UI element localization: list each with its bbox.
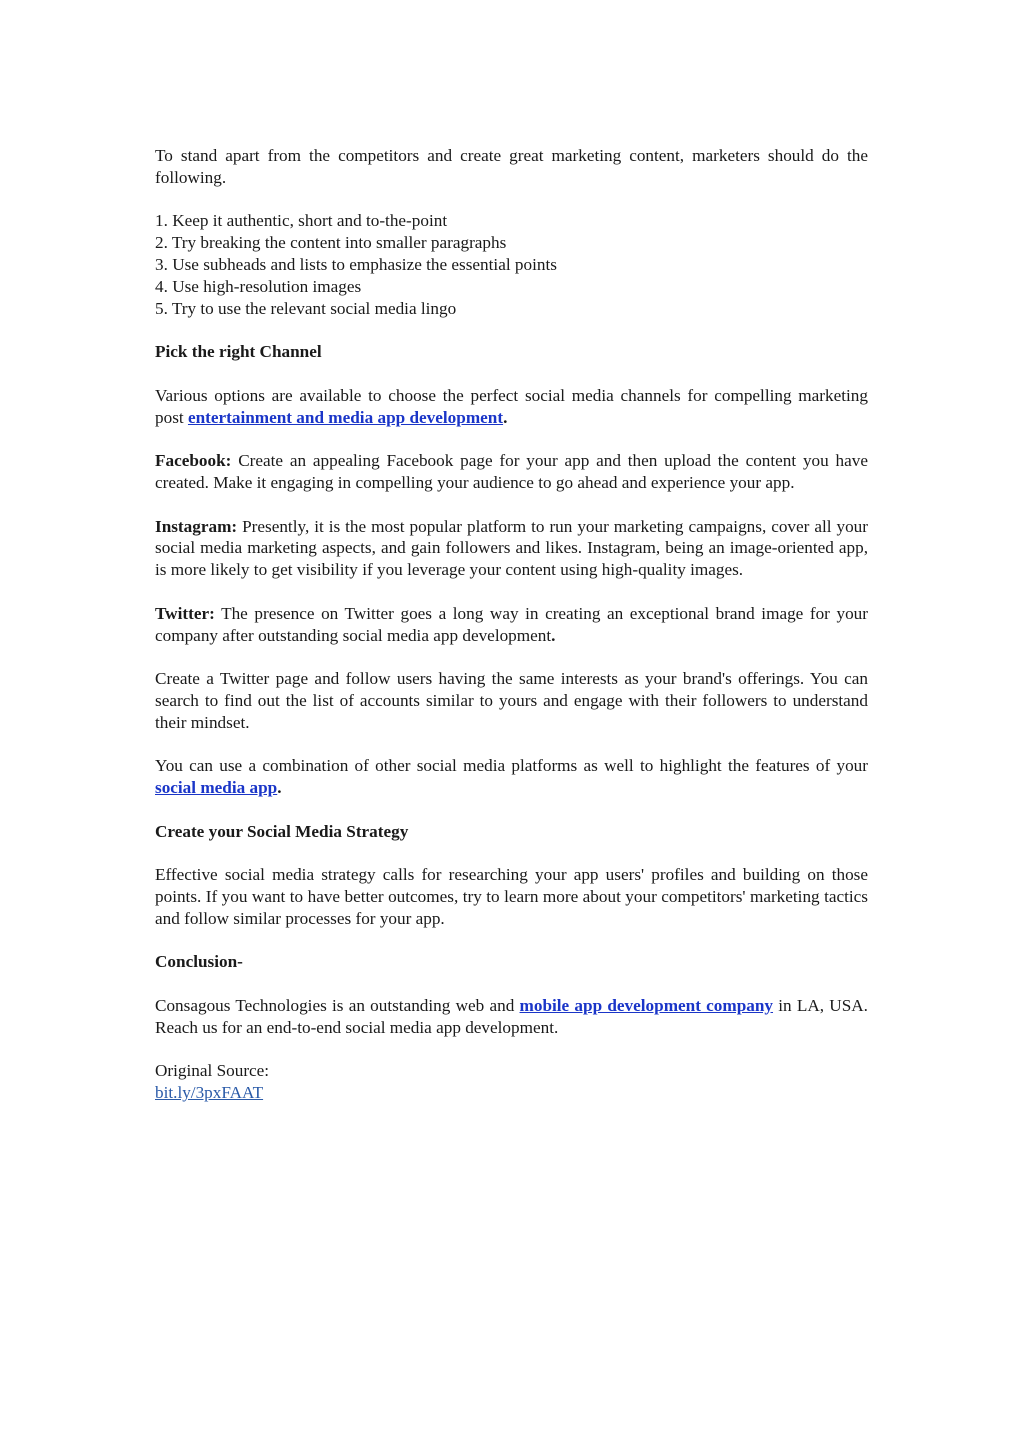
conclusion-heading: Conclusion- (155, 952, 243, 972)
twitter-text: The presence on Twitter goes a long way in creating an exceptional brand image for your company after outstanding social media app development (155, 603, 868, 645)
source-link[interactable]: bit.ly/3pxFAAT (155, 1083, 264, 1103)
channel-text: Various options are available to choose the perfect social media channels for compelling marketing post (155, 385, 868, 427)
instagram-paragraph (155, 516, 868, 581)
list-item: 2. Try breaking the content into smaller paragraphs (155, 233, 507, 253)
list-item: 4. Use high-resolution images (155, 276, 362, 296)
combination-paragraph (155, 755, 868, 799)
twitter-page-paragraph: Create a Twitter page and follow users having the same interests as your brand's offerings. You can search to find out the list of accounts similar to yours and engage with their followers to understand their mindset. (155, 669, 868, 732)
list-item: 5. Try to use the relevant social media lingo (155, 298, 457, 318)
tips-list (155, 210, 868, 319)
intro-paragraph: To stand apart from the competitors and create great marketing content, marketers should do the following. (155, 146, 868, 187)
facebook-paragraph (155, 450, 868, 494)
twitter-label: Twitter: (155, 603, 215, 623)
combination-text: You can use a combination of other social media platforms as well to highlight the features of your (155, 756, 868, 776)
conclusion-text-before: Consagous Technologies is an outstanding web and (155, 996, 520, 1016)
facebook-text: Create an appealing Facebook page for your app and then upload the content you have created. Make it engaging in compelling your audience to go ahead and experience your app. (155, 451, 868, 492)
mobile-app-company-link[interactable]: mobile app development company (519, 996, 774, 1016)
channel-paragraph (155, 385, 868, 429)
conclusion-text-after: in LA, USA. Reach us for an end-to-end social media app development. (155, 996, 868, 1037)
list-item: 1. Keep it authentic, short and to-the-point (155, 211, 448, 231)
strategy-paragraph: Effective social media strategy calls for researching your app users' profiles and building on those points. If you want to have better outcomes, try to learn more about your competitors' marketing tactics and follow similar processes for your app. (155, 865, 868, 928)
conclusion-paragraph (155, 995, 868, 1039)
source-label: Original Source: (155, 1061, 270, 1081)
facebook-label: Facebook: (155, 451, 232, 471)
channel-period: . (503, 407, 508, 427)
twitter-paragraph (155, 603, 868, 647)
source-block (155, 1060, 868, 1104)
social-media-app-link[interactable]: social media app (155, 778, 278, 798)
channel-heading: Pick the right Channel (155, 342, 322, 362)
document-page (155, 145, 868, 1104)
list-item: 3. Use subheads and lists to emphasize the essential points (155, 254, 557, 274)
combination-period: . (277, 778, 282, 798)
instagram-label: Instagram: (155, 516, 238, 536)
entertainment-app-link[interactable]: entertainment and media app development (187, 407, 504, 427)
instagram-text: Presently, it is the most popular platform to run your marketing campaigns, cover all your social media marketing aspects, and gain followers and likes. Instagram, being an image-oriented app, is more likely to get visibility if you leverage your content using high-quality images. (155, 516, 868, 580)
strategy-heading: Create your Social Media Strategy (155, 821, 409, 841)
twitter-period: . (551, 625, 556, 645)
